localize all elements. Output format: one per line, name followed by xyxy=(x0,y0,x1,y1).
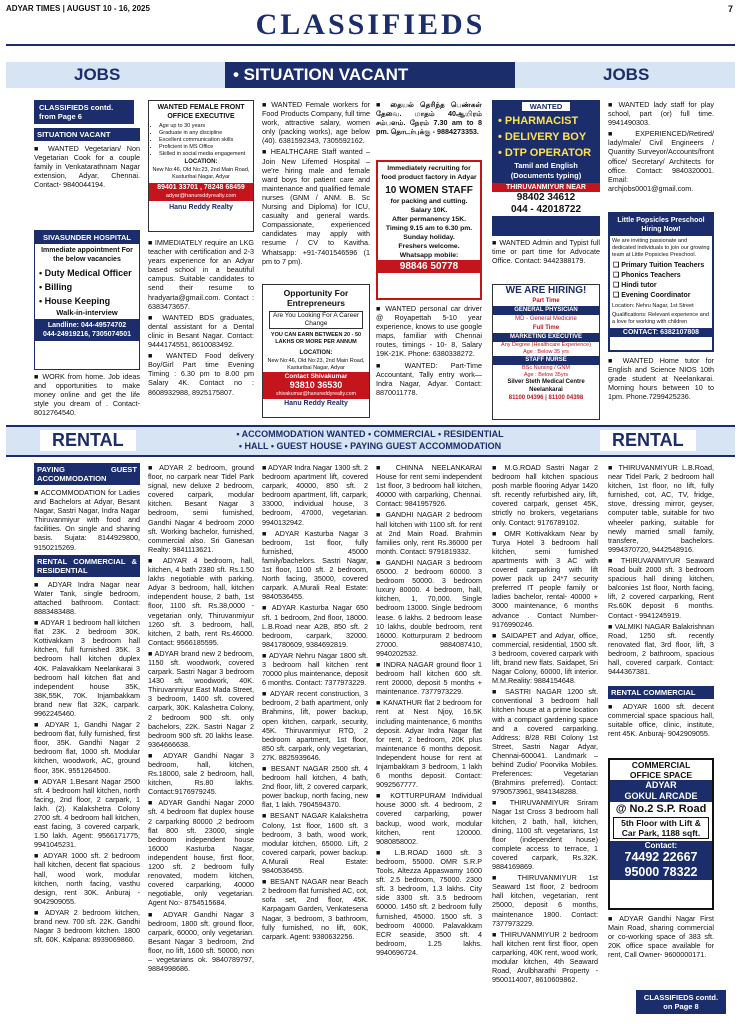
classified-ad: ■ EXPERIENCED/Retired/ lady/male/ Civil Engineers / Quantity Surveyor/Accounts/front office/ Secretary/ Architects for office. Contact: 9840320001. Email: archjobs0001@gmail.com. xyxy=(608,129,714,193)
pharmacy-phone2: 044 - 42018722 xyxy=(492,204,600,216)
hiring-org: Silver Steth Medical Centre Neelankarai xyxy=(507,379,585,393)
jobs-col6 xyxy=(608,100,714,210)
popsicles-item: ❑ Primary Tuition Teachers xyxy=(613,262,705,269)
classified-ad: ■ ADYAR brand new 2 bedroom, 1150 sft. woodwork, covered carpark. Sastri Nagar 3 bedroom 1430 sft. woodwork, 40K. Thiruvanmiyur East Mada Street, 3 bedroom, 1400 sft. covered carpark, 30K. Kalashetra Colony, 2 bedroom 900 sft. only bachelors, 22K. Sastri Nagar 2 bedroom 900 sft. 20 lakhs lease. 9364666638. xyxy=(148,648,254,749)
classified-ad: ■ OMR Kottivakkam Near by Turya Hotel 3 bedroom hall kitchen, semi furnished apartments with 3 AC with covered carparking with lift power pack up 24*7 security preferred IT people family or ladies bachelor, rental- 40000 + 3000 maintenance, 6 months advance . Contact Number- 9176990246. xyxy=(492,528,598,629)
location-text: New No:46, Old No:23, 2nd Main Road, Kasturibai Nagar, Adyar xyxy=(152,167,250,180)
classified-ad: ■ WANTED: Part-Time Accountant, Tally entry work—Indra Nagar, Adyar. Contact: 8870011778. xyxy=(376,360,482,397)
popsicles-item: ❑ Hindi tutor xyxy=(613,282,657,289)
classified-ad: ■ BESANT NAGAR Kalakshetra Colony, 1st floor, 1600 sft. 3 bedroom, 3 bath, wood work, modular kitchen, 65000. Lift, 2 covered carpark, power backup. A.Murali Real Estate: 9840536455. xyxy=(262,811,368,876)
hiring-md: MD - General Medicine xyxy=(515,316,577,322)
hiring-ad xyxy=(492,284,600,420)
classified-ad: ■ WANTED Admin and Typist full time or part time for Advocate Office. Contact: 9442388179. xyxy=(492,238,600,266)
page-title: CLASSIFIEDS xyxy=(255,8,486,41)
classified-ad: ■ ADYAR recent construction, 3 bedroom, 2 bath apartment, only Brahmins, lift, power backup, open kitchen, carpark, security, 45K. Thiruvanmiyur RTO, 2 bedroom apartment, 1st floor, 850 sft. carpark, only vegetarian, 27K. 8825939646. xyxy=(262,689,368,762)
ff-timing: Timing 9.15 am to 6.30 pm. xyxy=(385,225,473,232)
jobs-col5 xyxy=(492,238,600,282)
rental-col6c xyxy=(608,914,714,984)
classified-ad: ■ THIRUVANMIYUR 1st Seaward 1st floor, 2 bedroom hall kitchen, vegetarian, rent 25000, deposit 6 months, maintenance 1800. Contact: 7377973229. xyxy=(492,873,598,928)
hospital-item: • House Keeping xyxy=(39,296,111,306)
classified-ad: ■ ADYAR Gandhi Nagar 3 bedroom, 1800 sft. ground floor, carpark, 60000, only vegetarian. Besant Nagar 3 bedroom, 2nd floor, no lift, 1600 sft. 50000, non – vegetarians ok. 9840789797, 9884998686. xyxy=(148,909,254,974)
ff-count: 10 WOMEN STAFF xyxy=(385,185,473,196)
hospital-items xyxy=(35,266,139,308)
jobs-col1 xyxy=(34,128,140,228)
gokul-l4: GOKUL ARCADE xyxy=(610,791,712,802)
classified-ad: ■ ADYAR 1 bedroom hall kitchen flat 23K. 2 bedroom 30K. Kottivakkam 3 bedroom hall kitchen, full furnished 35K. 3 bedroom hall kitchen duplex 40K. Palavakkam Neelankarai 3 bedroom hall kitchen flat and independent house 35K, 38K,55K, 70K. Injambakkam brand new flat 32K, carpark. 9962245460. xyxy=(34,618,140,718)
gokul-l1: COMMERCIAL xyxy=(631,760,691,770)
classified-ad: ■ THIRUVANMIYUR Sriram Nagar 1st Cross 3 bedroom hall kitchen, 2 bath, hall, kitchen, dining, 1100 sft. vegetarians, 1st floor (independent house) complete access to terrace, 1 covered carpark, Rs.32K. 9884169869. xyxy=(492,798,598,872)
popsicles-ad xyxy=(608,212,714,352)
brand-logo: Hanu Reddy Realty xyxy=(169,204,233,211)
popsicles-intro: We are inviting passionate and dedicated individuals to join our growing team at Little Popsicles Preschool. xyxy=(612,238,710,258)
rental-label-right: RENTAL xyxy=(600,430,696,451)
classified-ad: ■ WANTED Home tutor for English and Science NIOS 10th grade student at Neelankarai. Morning hours between 10 to 1pm. Phone.7299425236. xyxy=(608,356,714,402)
classified-ad: ■ ACCOMMODATION for Ladies and Bachelors at Adyar, Besant Nagar, Sastri Nagar, Indra Nagar Thiruvanmiyur with food and facilities. On single and sharing basis. Sujata: 8144929800, 9150215269. xyxy=(34,488,140,552)
classified-ad: ■ ADYAR 1.Besant Nagar 2500 sft. 4 bedroom hall kitchen, north facing, 2nd floor, 2 carpark, 1 lakh. (2). Kalakshetra Colony 2700 sft. 4 bedroom hall kitchen, east facing, 3 covered carpark, 1.50 lakh. Agent: 9566171775, 9941045231. xyxy=(34,776,140,850)
classified-ad: ■ ADYAR 1, Gandhi Nagar 2 bedroom flat, fully furnished, first floor, 35K. Gandhi Nagar 2 bedroom flat, 1000 sft. Modular kitchen, woodwork, AC, ground floor, 35K. 9551264500. xyxy=(34,720,140,775)
rental-col1 xyxy=(34,463,140,1018)
gokul-arcade-ad xyxy=(608,758,714,910)
hiring-mkt-deg: Any Degree (Healthcare Experience) xyxy=(501,342,591,348)
classified-ad: ■ L.B.ROAD 1600 sft. 3 bedroom, 55000. OMR S.R.P Tools, Altezza Appaswamy 1600 sft. 2.5 bedroom, 75000. 2300 sft. 3 bedroom, 1.3 lakhs. City side 3300 sft. 3.5 bedroom 60000. 1450 sft. 2 bedroom fully furnished, 45000. 1500 sft. 3 bedroom 40000. Palavakkam ECR seaside, 3500 sft. 4 bedroom, 1.25 lakhs. 9940696724. xyxy=(376,847,482,957)
classified-ad: ■ THIRUVANMIYUR 2 bedroom hall kitchen rent first floor, open carparking, 40K rent, wood work, modular kitchen, 4th Seaward Road, Arulbharathi Property - 9500114007, 8610609862. xyxy=(492,929,598,985)
classified-ad: ■ WANTED BDS graduates, dental assistant for a Dental clinic in Besant Nagar. Contact: 9444174551, 8610083492. xyxy=(148,312,254,350)
ff-phone: 98846 50778 xyxy=(378,260,480,273)
classified-ad: ■ ADYAR 1000 sft. 2 bedroom hall kitchen, decent flat spacious hall, wood work, modular kitchen, north facing, vasthu design, rent 30K. Anburaj - 9042909055. xyxy=(34,851,140,906)
hiring-mkt-age: Age : Below 35 yrs xyxy=(523,349,569,355)
opportunity-phone: 93810 36530 xyxy=(263,381,369,390)
jobs-col4-tamil xyxy=(376,100,482,158)
gokul-l3: ADYAR xyxy=(610,780,712,791)
rental-categories xyxy=(220,428,520,452)
commercial-header: RENTAL COMMERCIAL xyxy=(608,686,714,699)
pharmacy-item: • PHARMACIST xyxy=(498,115,579,127)
classified-ad-tamil: ■ தையல் தெரிந்த பெண்கள் தேவை. மாதம் 40ஆயிரம் சம்பளம். நேரம் 7.30 am to 8 pm. தொடர்புக்கு - 9884273353. xyxy=(376,100,482,137)
hiring-staff-age: Age : Below 35yrs xyxy=(523,372,569,378)
jobs-col1b xyxy=(34,372,140,420)
bullet: • Age up to 30 years xyxy=(159,123,253,130)
jobs-label: JOBS xyxy=(74,65,121,84)
pharmacy-items xyxy=(492,113,600,161)
popsicles-contact: CONTACT: 6382107808 xyxy=(610,328,712,337)
classified-ad: ■ CHINNA NEELANKARAI House for rent semi independent 1st floor, 3 bedroom hall kitchen, 40000 with carparking, Chennai. Contact: 9841957926. xyxy=(376,463,482,509)
front-office-bullets xyxy=(149,123,253,158)
hiring-part: Part Time xyxy=(532,298,560,304)
ff-freshers: Freshers welcome. xyxy=(398,243,460,250)
rental-col6b xyxy=(608,686,714,756)
classified-ad: ■ BESANT NAGAR near Beach 2 bedroom flat furnished AC, cot, sofa set, 2nd floor, 45K. Karpagam Garden, Venkatesena Nagar, 3 bedroom, 3 bathroom, fully furnished, no lift, 60K, carpark. Agent: 9380632256. xyxy=(262,877,368,941)
rental-col4 xyxy=(376,463,482,1018)
popsicles-loc: Location: Nehru Nagar, 1st Street xyxy=(612,303,694,309)
classified-ad: ■ ADYAR Indra Nagar near Water Tank, single bedroom, attached bathroom. Contact: 8883483488. xyxy=(34,579,140,616)
bullet: • Proficient in MS Office xyxy=(159,144,253,151)
rental-col2 xyxy=(148,463,254,1018)
hospital-phones: Landline: 044-49574702 044-24919216, 7305074501 xyxy=(35,319,139,341)
bullet: • Skilled in social media engagement xyxy=(159,151,253,158)
pharmacy-item: • DELIVERY BOY xyxy=(498,131,587,143)
classified-ad: ■ VALMIKI NAGAR Balakrishnan Road, 1250 sft. recently renovated flat, 3rd floor, lift, 3 bedroom, 2 bathroom, spacious hall, covered carpark. Contact: 9444367381. xyxy=(608,621,714,677)
front-office-email: adyar@hanureddyrealty.com xyxy=(149,192,253,201)
hospital-walkin: Walk-in-interview xyxy=(56,308,118,317)
sivasunder-hospital-ad xyxy=(34,230,140,370)
masthead-date: ADYAR TIMES | AUGUST 10 - 16, 2025 xyxy=(6,4,150,13)
classified-ad: ■ ADYAR 1600 sft. decent commercial space spacious hall, suitable office, clinic, institute, rent 45K. Anburaj- 9042909055. xyxy=(608,702,714,739)
classified-ad: ■ M.G.ROAD Sastri Nagar 2 bedroom hall kitchen spacious posh marble flooring Adyar 1420 sft. recently refurbished airy, lift, covered carpark, genset 45K, strictly no brokers, vegetarians only. Contact: 9176789102. xyxy=(492,463,598,527)
contd-from-tag: CLASSIFIEDS contd. from Page 6 xyxy=(34,100,134,124)
front-office-ad xyxy=(148,100,254,232)
classified-ad: ■ WANTED personal car driver @ Royapettah 5-10 year experience, knows to use google maps, familiar with Chennai routes, timings - 10- 8, Salary 19K-21K. Phone: 6380338272. xyxy=(376,304,482,359)
classified-ad: ■ HEALTHCARE Staff wanted – Join New Lifemed Hospital – we're hiring male and female ward boys for patient care and maintenance and qualified female nurses (GNM / ANM. B. Sc Nursing and Diploma) for ICU, casualty and general wards. Compassionate, experienced candidates may apply with resume / CV to Kavitha. Whatsapp: +91-7401546596 (1 pm to 7 pm). xyxy=(262,147,370,266)
ff-after: After permanency 15K. xyxy=(391,216,467,223)
hiring-mkt: MARKETING EXECUTIVE xyxy=(493,333,599,342)
rental-cat-line2: • HALL • GUEST HOUSE • PAYING GUEST ACCOMMODATION xyxy=(238,441,502,451)
hiring-phones: 81100 04396 | 81100 04398 xyxy=(508,395,584,401)
hospital-name: SIVASUNDER HOSPITAL xyxy=(35,231,139,244)
pharmacy-phone1: 98402 34612 xyxy=(492,192,600,204)
pharmacy-lang: Tamil and English (Documents typing) xyxy=(510,161,582,180)
pharmacy-ad xyxy=(492,100,600,236)
classified-ad: ■ WORK from home. Job ideas and opportunities to make money online and get the life style you dream of . Contact- 8012764540. xyxy=(34,372,140,418)
classified-ad: ■ ADYAR Gandhi Nagar 2000 sft. 4 bedroom flat duplex house 2 carparking 80000 ,2 bedroom flat 800 sft. 23000, single bedroom independent house 16000 Kasturba Nagar, independent house, first floor, 1200 sft. 2 bedroom fully renovated, modern kitchen, covered carparking, 40000 negotiable, only vegetarian. Agent No:- 8754515684. xyxy=(148,798,254,908)
opportunity-email: shivakumar@hanureddyrealty.com xyxy=(263,390,369,399)
front-office-title: WANTED FEMALE FRONT OFFICE EXECUTIVE xyxy=(157,104,245,120)
gokul-l5: @ No.2 S.P. Road xyxy=(615,803,707,815)
classified-ad: ■ KOTTURPURAM Individual house 3000 sft. 4 bedroom, 2 covered carparking, power backup, wood work, modular kitchen, rent 120000. 9080858002. xyxy=(376,791,482,846)
hiring-title: WE ARE HIRING! xyxy=(505,285,587,296)
popsicles-items xyxy=(610,261,712,301)
bullet: • Excellent communication skills xyxy=(159,137,253,144)
popsicles-item: ❑ Phonics Teachers xyxy=(613,272,681,279)
brand-logo: Hanu Reddy Realty xyxy=(284,400,348,407)
page-number: 7 xyxy=(727,4,733,14)
classified-ad: ■ GANDHI NAGAR 2 bedroom hall kitchen with 1100 sft. for rent at 2nd Main Road. Brahmin families only, rent Rs.36000 per month. Contact: 9791819332. xyxy=(376,510,482,556)
jobs-band-right xyxy=(515,62,735,88)
ff-sunday: Sunday holiday. xyxy=(403,234,455,241)
classified-ad: ■ ADYAR Gandhi Nagar 3 bedroom, hall, kitchen, Rs.18000, sale 2 bedroom, hall, kitchen, Rs.80 lakhs. Contact:9176979245. xyxy=(148,750,254,797)
ff-wa: Whatsapp mobile: xyxy=(399,252,459,259)
contd-on-tag: CLASSIFIEDS contd. on Page 8 xyxy=(636,990,726,1014)
popsicles-title: Little Popsicles Preschool Hiring Now! xyxy=(610,214,712,236)
classified-ad: ■ BESANT NAGAR 2500 sft. 4 bedroom hall kitchen, 4 bath, 2nd floor, lift, 2 covered carpark, power backup, north facing, new flat, 1 lakh. 7904594370. xyxy=(262,764,368,810)
opportunity-earn: YOU CAN EARN BETWEEN 20 - 50 LAKHS OR MORE PER ANNUM xyxy=(270,332,362,345)
classified-ad: ■ INDRA NAGAR ground floor 1 bedroom hall kitchen 600 sft. rent 20000, deposit 5 months + maintenance. 7377973229. xyxy=(376,659,482,697)
classified-ad: ■ ADYAR 2 bedroom kitchen, brand new. 700 sft. 22K. Gandhi Nagar 3 bedroom kitchen. 1800 sft. 60K. Kalpana: 8939069860. xyxy=(34,907,140,945)
classified-ad: ■ ADYAR Kasturba Nagar 650 sft. 1 bedroom, 2nd floor, 18000. L.B.Road near A2B, 850 sft. 2 bedroom, carpark, 32000. 9841780609, 9384692819. xyxy=(262,603,368,649)
classified-ad: ■ WANTED Female workers for Food Products Company, full time work, attractive salary, women only (packing works), age below (40). 6381592343, 7305592162. xyxy=(262,100,370,146)
classified-ad: ■ ADYAR Nehru Nagar 1800 sft. 3 bedroom hall kitchen rent 70000 plus maintenance, deposit 6 months. Contact: 7377973229. xyxy=(262,650,368,688)
classified-ad: ■ WANTED lady staff for play school, part (or) full time. 9941490303. xyxy=(608,100,714,128)
header-rule xyxy=(6,44,735,46)
front-office-phone: 89401 33701 , 78248 68459 xyxy=(149,183,253,192)
hospital-item: • Billing xyxy=(39,282,73,292)
opportunity-sub: Are You Looking For A Career Change xyxy=(269,311,363,329)
pharmacy-place: THIRUVANMIYUR NEAR xyxy=(492,183,600,192)
popsicles-item: ❑ Evening Coordinator xyxy=(613,292,691,299)
jobs-col2 xyxy=(148,238,254,418)
gokul-l7: Contact: xyxy=(610,841,712,850)
classified-ad: ■ WANTED Food delivery Boy/Girl Part time Evening Timing : 6.30 pm to 8.00 pm Salary 4K. Contact no : 8608932988, 8925175807. xyxy=(148,351,254,397)
gokul-l2: OFFICE SPACE xyxy=(629,770,693,780)
classified-ad: ■ THIRUVANMIYUR Seaward Road built 2000 sft. 3 bedroom spacious hall dining kitchen, balconies 1st floor, North facing, lift, 2 covered carparking, Rent Rs.60K deposit 6 months. Contact - 9941245919. xyxy=(608,555,714,620)
pg-header: PAYING GUEST ACCOMMODATION xyxy=(34,463,140,485)
classified-ad: ■ ADYAR Indra Nagar 1300 sft. 2 bedroom apartment lift, covered carpark, 40000, 850 sft. 2 bedroom apartment, lift, carpark, 33000, individual house, 3 bedroom, 47000, vegetarian. 9940132942. xyxy=(262,463,368,527)
ff-salary: Salary 10K. xyxy=(410,207,448,214)
rental-cat-line1: • ACCOMMODATION WANTED • COMMERCIAL • RESIDENTIAL xyxy=(236,429,504,439)
hiring-staff: STAFF NURSE xyxy=(493,356,599,365)
hiring-full: Full Time xyxy=(532,325,560,331)
classified-ad: ■ KANATHUR flat 2 bedroom for rent at Nest Njoy, 16.5K including maintenance, 6 months deposit. Adyar Indra Nagar flat for rent, 2 bedroom, 20K plus maintenance 6 months deposit. Independent house for rent at Injambakkam 3 bedroom, 1 lakh 6 months deposit. Contact: 9092567777. xyxy=(376,698,482,790)
classified-ad: ■ SAIDAPET and Adyar, office, commercial, residential, 1500 sft. 3 bedroom, covered carpark with lift, brand new flats. Saidapet, Sri Nagar Colony, 60000, lift interior. M.M.Reality: 9884154648. xyxy=(492,630,598,686)
popsicles-qual: Qualifications: Relevant experience and a love for working with children xyxy=(612,312,709,325)
jobs-band-center: • SITUATION VACANT xyxy=(225,62,515,88)
bullet: • Graduate in any discipline xyxy=(159,130,253,137)
rental-col6 xyxy=(608,463,714,685)
classified-ad: ■ WANTED Vegetarian/ Non Vegetarian Cook for a couple family in Venkatarathnam Nagar extension, Adyar, Chennai. Contact- 984004419​4. xyxy=(34,144,140,190)
opportunity-title: Opportunity For Entrepreneurs xyxy=(283,288,349,308)
rc-header: RENTAL COMMERCIAL & RESIDENTIAL xyxy=(34,555,140,577)
food-factory-ad xyxy=(376,160,482,300)
pharmacy-wanted: WANTED xyxy=(522,102,570,111)
jobs-col4 xyxy=(376,304,482,420)
classified-ad: ■ ADYAR 4 bedroom, hall, kitchen, 4 bath 2380 sft. Rs.1.50 lakhs negotiable with parking. Adyar 3 bedroom, hall, kitchen independent house, 2 bath, 1st floor, 1100 sft. Rs.38,0000 - vegetarian only, Thiruvanmiyur 1260 sft. 3 bedroom, hall, kitchen, 2 bath, rent Rs.46000. Contact: 9566185595. xyxy=(148,555,254,647)
classified-ad: ■ SASTRI NAGAR 1200 sft. conventional 3 bedroom hall kitchen house at a prime location with a compact gardening space and a covered carparking. Address: 8/28 RBI Colony 1st Street, Sastri Nagar Adyar, Chennai-600041. Landmark –behind Zudio/ Poorvika Mobiles. Preferences: Vegetarian (Brahmins preferred). Contact: 9790573961, 9841348288. xyxy=(492,687,598,797)
gokul-phone1: 74492 22667 xyxy=(610,850,712,865)
rental-label: RENTAL xyxy=(40,430,136,451)
classified-ad: ■ ADYAR 2 bedroom, ground floor, no carpark near Tidel Park signal, new deluxe 2 bedroom, covered carpark, modular kitchen. Besant Nagar 3 bedroom, semi furnished, Gandhi Nagar 4 bedroom 2000 sft. Working bachelor, furnished, commercial also. Sri Ganesan Realty: 9841113621. xyxy=(148,463,254,554)
sv-header: SITUATION VACANT xyxy=(34,128,140,141)
location-text: New No:46, Old No:23, 2nd Main Road, Kasturibai Nagar, Adyar xyxy=(267,358,365,371)
location-label: LOCATION: xyxy=(184,159,218,165)
hospital-item: • Duty Medical Officer xyxy=(39,268,132,278)
jobs-col6b xyxy=(608,356,714,420)
rental-col5 xyxy=(492,463,598,1018)
jobs-label-right: JOBS xyxy=(603,65,650,84)
gokul-l6: 5th Floor with Lift & Car Park, 1188 sqft. xyxy=(613,817,709,839)
hiring-staff-deg: BSc Nursing / GNM xyxy=(522,365,570,371)
ff-for: for packing and cutting. xyxy=(390,198,468,205)
opportunity-ad xyxy=(262,284,370,418)
hiring-gp: GENERAL PHYSICIAN xyxy=(493,306,599,315)
jobs-band-left xyxy=(6,62,226,88)
classified-ad: ■ IMMEDIATELY require an LKG teacher with certification and 2-3 years experience for an Adyar based school in a beautiful campus. Suitable candidates to send their resume to hradyarta@gmail.com. Contact : 6383473657. xyxy=(148,238,254,311)
pharmacy-item: • DTP OPERATOR xyxy=(498,147,592,159)
rental-col3 xyxy=(262,463,368,1018)
gokul-phone2: 95000 78322 xyxy=(610,865,712,880)
classified-ad: ■ THIRUVANMIYUR L.B.Road, near Tidel Park, 2 bedroom hall kitchen, 1st floor, no lift, fully furnished, cot, AC, TV, fridge, stove, dressing mirror, geyser, computer table, suitable for two wheeler parking, suitable for newly married small family, transfere, bachelors. 9994370720, 9442548916. xyxy=(608,463,714,554)
location-label: LOCATION: xyxy=(299,350,333,356)
opportunity-contact: Contact Shivakumar xyxy=(263,372,369,381)
jobs-col3 xyxy=(262,100,370,280)
classified-ad: ■ ADYAR Gandhi Nagar First Main Road, sharing commercial or co-working space of 383 sft. 20K office space available for rent, Call Owner- 9600000171. xyxy=(608,914,714,960)
classified-ad: ■ GANDHI NAGAR 3 bedroom 65000. 2 bedroom 60000. 3 bedroom 50000. 3 bedroom luxury 80000. 4 bedroom, hall, kitchen, 1, 70,000. Single bedroom 13000. Single bedroom lease. 6 lakhs. 2 bedroom lease 10 lakhs, double bedroom, rent 16000. Kotturpuram 2 bedroom 27000. 9884087410, 9940202532. xyxy=(376,557,482,658)
classified-ad: ■ ADYAR Kasturba Nagar 3 bedroom, 1st floor, fully furnished, 45000 family/bachelors. Sastri Nagar, 1st floor, 1100 sft. 2 bedroom, North facing, 35000, covered carpark. A.Murali Real Estate: 9840536455. xyxy=(262,528,368,602)
hospital-need: Immediate appointment For the below vacancies xyxy=(41,247,133,263)
ff-title: Immediately recruiting for food product factory in Adyar xyxy=(381,165,477,181)
